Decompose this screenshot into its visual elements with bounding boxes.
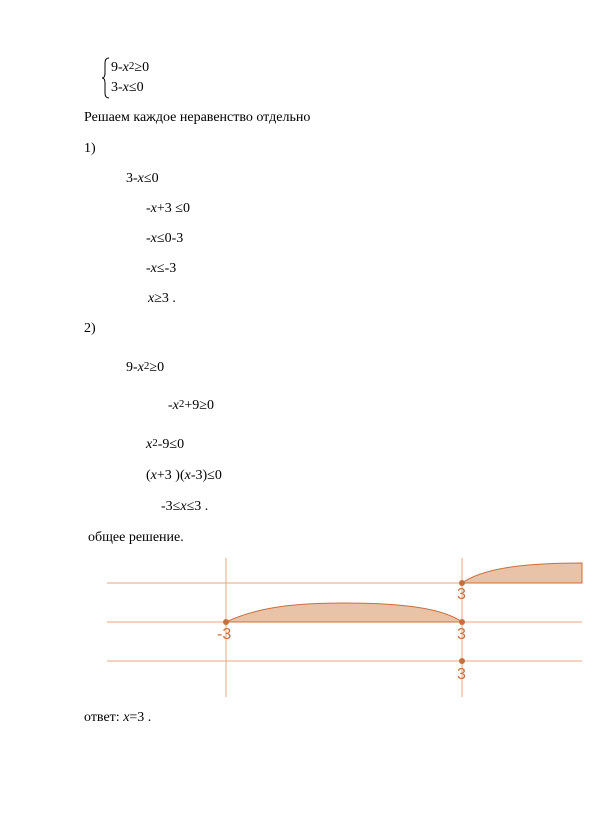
solution-arc-row-1 <box>462 563 582 583</box>
part1-step-4: -x≤-3 <box>146 261 177 276</box>
point-row3-3 <box>459 658 465 664</box>
part1-step-5: x≥3 . <box>148 291 176 306</box>
system-inequality-2: 3-x≤0 <box>111 80 144 95</box>
part1-step-1: 3-x≤0 <box>126 171 159 186</box>
label-row2-minus-3: -3 <box>217 626 232 643</box>
part2-step-3: $x^2-9\le 0$ <box>146 437 185 452</box>
part2-step-1: $9-x^2\ge 0$ <box>126 360 165 375</box>
part2-step-4: (x+3 )(x-3)≤0 <box>146 468 222 483</box>
solution-arc-row-2 <box>226 603 462 622</box>
intro-text: Решаем каждое неравенство отдельно <box>84 110 311 125</box>
part2-label: 2) <box>84 321 96 336</box>
label-row2-3: 3 <box>457 626 466 643</box>
part2-step-2: $-x^2+9\ge 0$ <box>168 398 214 413</box>
answer-line: ответ: x=3 . <box>84 710 152 725</box>
part1-label: 1) <box>84 141 96 156</box>
system-inequality-1: $9-x^2\ge 0$ <box>111 60 150 75</box>
point-row2-3 <box>459 619 465 625</box>
part2-step-5: -3≤x≤3 . <box>161 499 209 514</box>
point-row2-minus-3 <box>223 619 229 625</box>
label-row1-3: 3 <box>457 586 466 603</box>
label-row3-3: 3 <box>457 666 466 683</box>
part1-step-2: -x+3 ≤0 <box>146 201 190 216</box>
general-solution-text: общее решение. <box>88 530 184 545</box>
part1-step-3: -x≤0-3 <box>146 231 184 246</box>
